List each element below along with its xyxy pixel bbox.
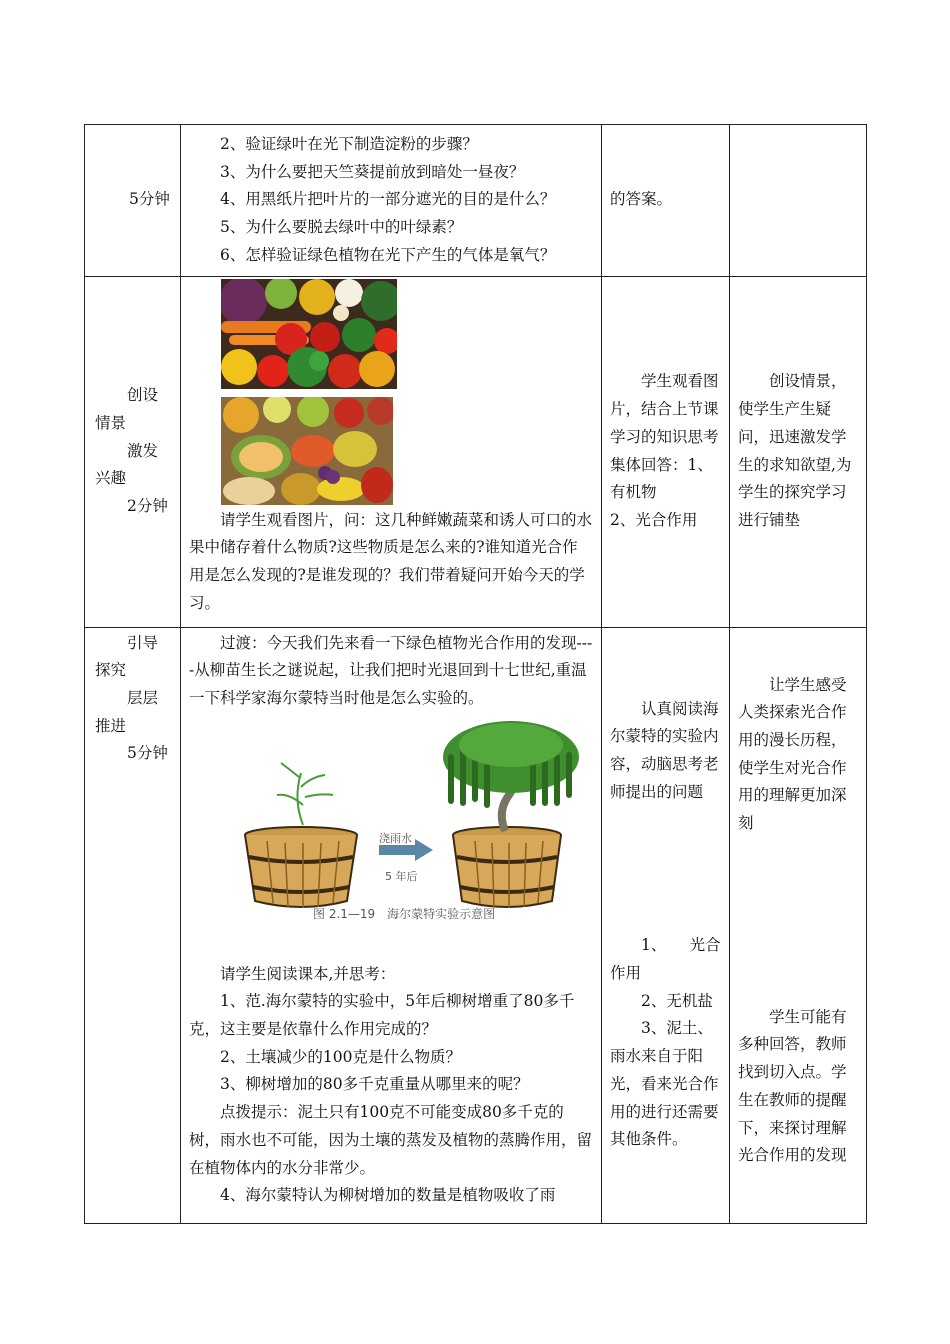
stage-line: 层层 — [127, 688, 159, 707]
student-text: 学生观看图片，结合上节课学习的知识思考集体回答：1、有机物 — [610, 372, 719, 502]
stage-line: 兴趣 — [95, 469, 127, 488]
list-item: 6、怎样验证绿色植物在光下产生的气体是氧气？ — [220, 245, 556, 264]
transition-text: 过渡：今天我们先来看一下绿色植物光合作用的发现----从柳苗生长之谜说起，让我们把时光退回到十七世纪,重温一下科学家海尔蒙特当时他是怎么实验的。 — [189, 633, 593, 707]
table-row — [85, 276, 867, 627]
intent-text: 让学生感受人类探索光合作用的漫长历程，使学生对光合作用的理解更加深刻 — [738, 675, 847, 833]
list-item: 2、土壤减少的100克是什么物质？ — [220, 1047, 461, 1066]
list-item: 4、用黑纸片把叶片的一部分遮光的目的是什么？ — [220, 190, 556, 209]
stage-line: 情景 — [95, 413, 127, 432]
fruits-photo — [221, 397, 393, 505]
student-cell — [602, 276, 730, 627]
experiment-figure — [189, 717, 593, 961]
content-cell — [181, 276, 602, 627]
stage-cell — [85, 125, 181, 277]
intent-text: 学生可能有多种回答，教师找到切入点。学生在教师的提醒下，来探讨理解光合作用的发现 — [738, 1007, 847, 1165]
student-text: 的答案。 — [610, 190, 673, 209]
stage-line: 激发 — [127, 441, 159, 460]
stage-line: 推进 — [95, 716, 127, 735]
stage-line: 创设 — [127, 386, 159, 405]
table-row — [85, 125, 867, 277]
student-text: 2、无机盐 — [641, 991, 713, 1010]
stage-cell — [85, 627, 181, 1223]
list-item: 3、为什么要把天竺葵提前放到暗处一昼夜？ — [220, 162, 525, 181]
list-item: 5、为什么要脱去绿叶中的叶绿素？ — [220, 218, 463, 237]
student-text: 2、光合作用 — [610, 510, 698, 529]
content-cell — [181, 125, 602, 277]
table-row — [85, 627, 867, 1223]
time-label: 2分钟 — [127, 497, 168, 516]
stage-line: 引导 — [127, 633, 159, 652]
figure-caption: 图 2.1—19 海尔蒙特实验示意图 — [313, 906, 496, 921]
vegetables-photo — [221, 279, 397, 389]
intent-cell — [730, 276, 867, 627]
student-cell — [602, 627, 730, 1223]
student-text: 1、 光合作用 — [610, 936, 721, 983]
student-cell — [602, 125, 730, 277]
time-label: 5分钟 — [127, 744, 168, 763]
stage-cell — [85, 276, 181, 627]
list-item: 2、验证绿叶在光下制造淀粉的步骤？ — [220, 135, 478, 153]
intent-cell — [730, 627, 867, 1223]
hint-text: 点拨提示：泥土只有100克不可能变成80多千克的树，雨水也不可能，因为土壤的蒸发及植物的蒸腾作用，留在植物体内的水分非常少。 — [189, 1103, 593, 1177]
list-item: 1、范.海尔蒙特的实验中，5年后柳树增重了80多千克，这主要是依靠什么作用完成的？ — [189, 992, 575, 1039]
intent-cell — [730, 125, 867, 277]
arrow-label-bottom: 5 年后 — [385, 869, 418, 883]
intent-text: 创设情景，使学生产生疑问，迅速激发学生的求知欲望,为学生的探究学习进行铺垫 — [738, 372, 852, 529]
question-text: 请学生观看图片，问：这几种鲜嫩蔬菜和诱人可口的水果中储存着什么物质?这些物质是怎么来的?谁知道光合作用是怎么发现的?是谁发现的？我们带着疑问开始今天的学习。 — [189, 510, 593, 612]
stage-line: 探究 — [95, 661, 127, 680]
question-intro: 请学生阅读课本,并思考： — [220, 964, 396, 983]
list-item: 3、柳树增加的80多千克重量从哪里来的呢？ — [220, 1075, 529, 1094]
content-cell — [181, 627, 602, 1223]
time-label: 5分钟 — [129, 190, 170, 209]
student-text: 认真阅读海尔蒙特的实验内容，动脑思考老师提出的问题 — [610, 699, 719, 801]
arrow-label-top: 浇雨水 — [379, 831, 412, 845]
student-text: 3、泥土、雨水来自于阳光，看来光合作用的进行还需要其他条件。 — [610, 1019, 719, 1149]
lesson-plan-table — [84, 124, 867, 1224]
list-item: 4、海尔蒙特认为柳树增加的数量是植物吸收了雨 — [220, 1186, 556, 1205]
